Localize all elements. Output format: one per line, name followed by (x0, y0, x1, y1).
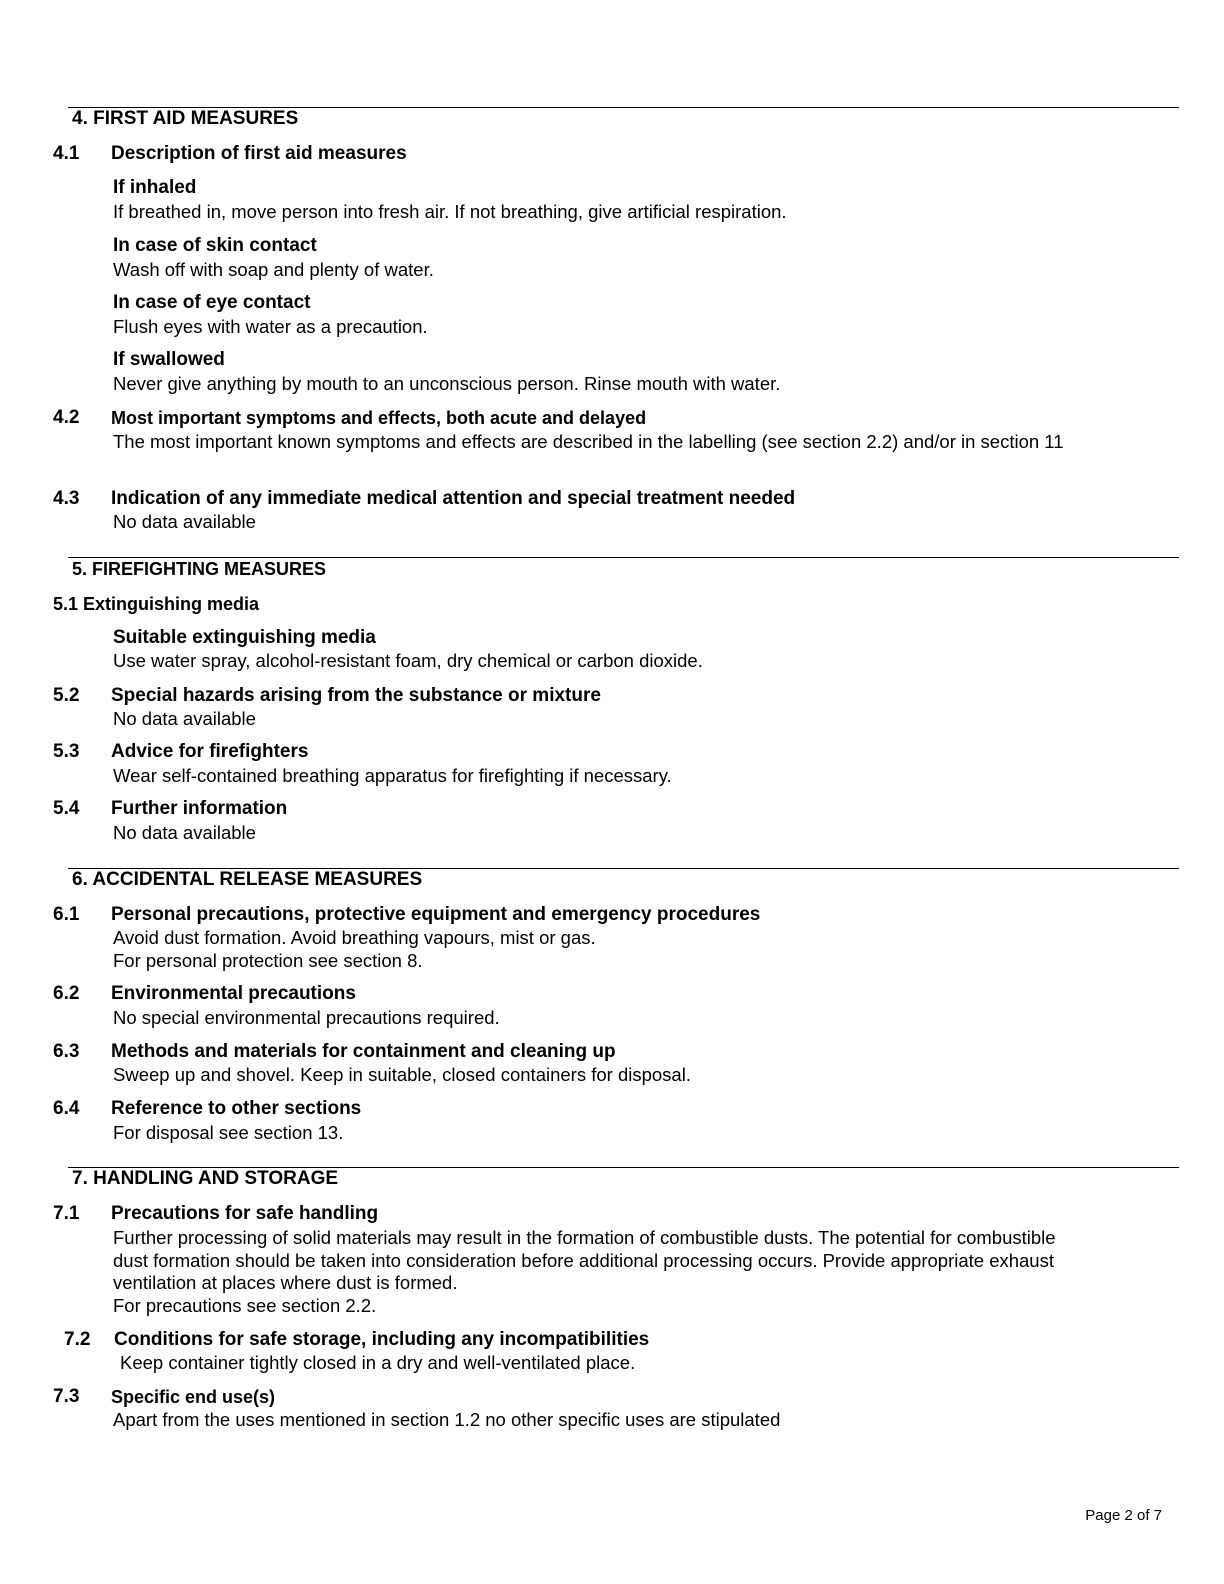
if-inhaled-title: If inhaled (113, 177, 197, 198)
suitable-media-title: Suitable extinguishing media (113, 627, 376, 648)
subsection-7-1-number: 7.1 (53, 1203, 80, 1224)
skin-contact-title: In case of skin contact (113, 235, 317, 256)
subsection-4-3-text: No data available (113, 511, 256, 532)
subsection-6-1-title: Personal precautions, protective equipment and emergency procedures (111, 904, 761, 925)
subsection-7-2-title: Conditions for safe storage, including any incompatibilities (114, 1329, 650, 1350)
subsection-6-3-number: 6.3 (53, 1041, 80, 1062)
section-5-header: 5. FIREFIGHTING MEASURES (72, 559, 327, 579)
subsection-7-3-title: Specific end use(s) (111, 1387, 276, 1407)
subsection-7-1-title: Precautions for safe handling (111, 1203, 379, 1224)
subsection-6-3-title: Methods and materials for containment and cleaning up (111, 1041, 616, 1062)
section-6-header: 6. ACCIDENTAL RELEASE MEASURES (72, 869, 423, 890)
subsection-5-2-text: No data available (113, 708, 256, 729)
subsection-5-4-text: No data available (113, 822, 256, 843)
subsection-7-3-number: 7.3 (53, 1386, 80, 1407)
subsection-7-2-text: Keep container tightly closed in a dry and well-ventilated place. (120, 1352, 636, 1373)
subsection-7-1-text-line4: For precautions see section 2.2. (113, 1295, 377, 1316)
subsection-5-4-number: 5.4 (53, 798, 80, 819)
subsection-6-1-text-line1: Avoid dust formation. Avoid breathing vapours, mist or gas. (113, 927, 596, 948)
section-7-header: 7. HANDLING AND STORAGE (72, 1168, 339, 1189)
skin-contact-text: Wash off with soap and plenty of water. (113, 259, 434, 280)
subsection-6-1-number: 6.1 (53, 904, 80, 925)
subsection-5-1-title: 5.1 Extinguishing media (53, 594, 260, 614)
page-number: Page 2 of 7 (1085, 1507, 1162, 1524)
subsection-7-1-text-line1: Further processing of solid materials may result in the formation of combustible dusts. The potential for combustible (113, 1227, 1056, 1248)
suitable-media-text: Use water spray, alcohol-resistant foam, dry chemical or carbon dioxide. (113, 650, 703, 671)
eye-contact-text: Flush eyes with water as a precaution. (113, 316, 428, 337)
subsection-4-3-number: 4.3 (53, 488, 80, 509)
subsection-6-2-number: 6.2 (53, 983, 80, 1004)
subsection-6-2-title: Environmental precautions (111, 983, 356, 1004)
subsection-4-2-number: 4.2 (53, 407, 80, 428)
subsection-6-4-text: For disposal see section 13. (113, 1122, 344, 1143)
subsection-5-2-title: Special hazards arising from the substance or mixture (111, 685, 601, 706)
if-inhaled-text: If breathed in, move person into fresh air. If not breathing, give artificial respiration. (113, 201, 787, 222)
subsection-4-2-text: The most important known symptoms and effects are described in the labelling (see section 2.2) and/or in section 11 (113, 431, 1064, 452)
subsection-6-2-text: No special environmental precautions required. (113, 1007, 500, 1028)
subsection-5-4-title: Further information (111, 798, 288, 819)
subsection-7-2-number: 7.2 (64, 1329, 91, 1350)
subsection-5-2-number: 5.2 (53, 685, 80, 706)
section-4-header: 4. FIRST AID MEASURES (72, 108, 299, 129)
subsection-6-4-number: 6.4 (53, 1098, 80, 1119)
subsection-7-3-text: Apart from the uses mentioned in section 1.2 no other specific uses are stipulated (113, 1409, 781, 1430)
subsection-5-3-text: Wear self-contained breathing apparatus for firefighting if necessary. (113, 765, 672, 786)
subsection-6-3-text: Sweep up and shovel. Keep in suitable, closed containers for disposal. (113, 1064, 691, 1085)
subsection-4-2-title: Most important symptoms and effects, both acute and delayed (111, 408, 647, 428)
subsection-6-1-text-line2: For personal protection see section 8. (113, 950, 423, 971)
subsection-5-3-number: 5.3 (53, 741, 80, 762)
subsection-7-1-text-line2: dust formation should be taken into consideration before additional processing occurs. Provide appropriate exhaust (113, 1250, 1054, 1271)
subsection-6-4-title: Reference to other sections (111, 1098, 362, 1119)
subsection-7-1-text-line3: ventilation at places where dust is formed. (113, 1272, 458, 1293)
subsection-4-1-title: Description of first aid measures (111, 143, 407, 164)
if-swallowed-text: Never give anything by mouth to an unconscious person. Rinse mouth with water. (113, 373, 781, 394)
eye-contact-title: In case of eye contact (113, 292, 311, 313)
subsection-4-3-title: Indication of any immediate medical attention and special treatment needed (111, 488, 796, 509)
subsection-5-3-title: Advice for firefighters (111, 741, 309, 762)
subsection-4-1-number: 4.1 (53, 143, 80, 164)
if-swallowed-title: If swallowed (113, 349, 225, 370)
